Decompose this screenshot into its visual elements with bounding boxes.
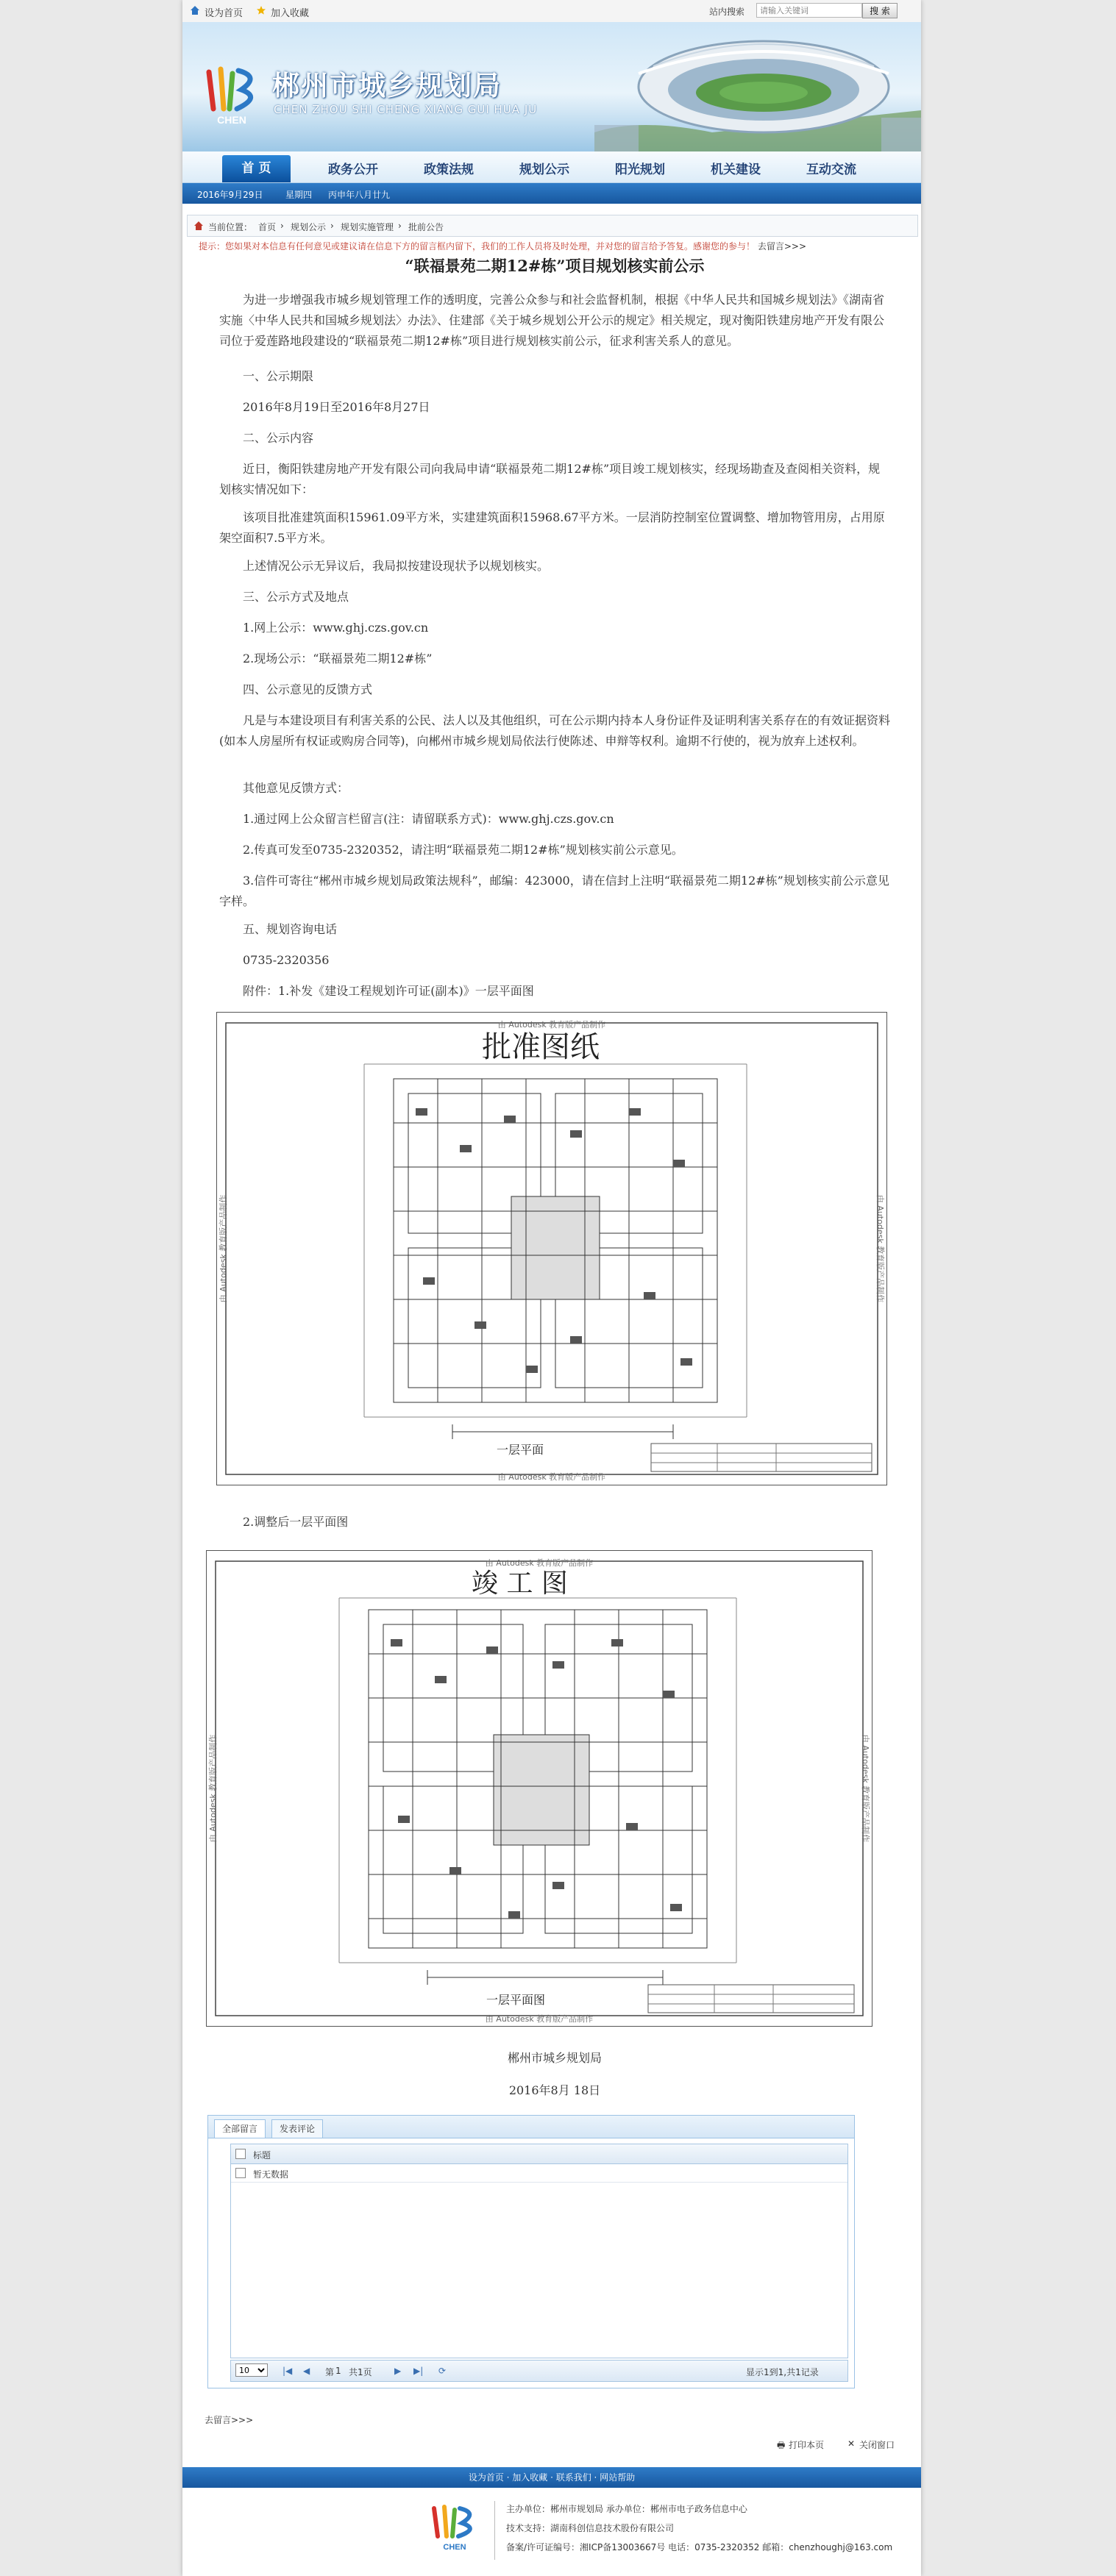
date-bar [182,183,921,204]
section-method-heading: 三、公示方式及地点 [243,590,349,604]
empty-row-text: 暂无数据 [253,2169,289,2180]
svg-text:由 Autodesk 教育版产品制作: 由 Autodesk 教育版产品制作 [485,2014,594,2024]
svg-text:由 Autodesk 教育版产品制作: 由 Autodesk 教育版产品制作 [485,1558,594,1568]
article-intro: 为进一步增强我市城乡规划管理工作的透明度，完善公众参与和社会监督机制，根据《中华人民共和国城乡规划法》《湖南省实施〈中华人民共和国城乡规划法〉办法》、住建部《关于城乡规划公开公示的规定》相关规定，现对衡阳铁建房地产开发有限公司位于爱莲路地段建设的“联福景苑二期12#栋”项目进行规划核实前公示，征求利害关系人的意见。 [219,293,885,348]
completed-floor-plan-image [206,1550,872,2027]
select-all-checkbox[interactable] [235,2149,246,2159]
svg-text:CHEN: CHEN [443,2543,466,2552]
row-checkbox[interactable] [235,2168,246,2178]
site-logo [199,63,265,129]
search-button[interactable]: 搜 索 [862,3,898,18]
section-period-heading: 一、公示期限 [243,369,314,383]
footer-record: 备案/许可证编号：湘ICP备13003667号 电话：0735-2320352 邮箱：chenzhoughj@163.com [506,2542,893,2552]
footer-logo [425,2502,484,2554]
footer-sponsor: 主办单位：郴州市规划局 承办单位：郴州市电子政务信息中心 [506,2504,747,2514]
svg-text:由 Autodesk 教育版产品制作: 由 Autodesk 教育版产品制作 [861,1734,870,1843]
refresh-icon[interactable]: ⟳ [438,2366,447,2376]
nav-item-org-building[interactable]: 机关建设 [711,163,761,177]
grid-pager [230,2360,848,2382]
footer-divider [494,2501,495,2560]
svg-text:由 Autodesk 教育版产品制作: 由 Autodesk 教育版产品制作 [208,1734,218,1843]
page-wrapper [182,0,921,2576]
svg-text:由 Autodesk 教育版产品制作: 由 Autodesk 教育版产品制作 [497,1020,606,1030]
online-notice: 1.网上公示：www.ghj.czs.gov.cn [243,621,429,635]
tab-post-comment[interactable]: 发表评论 [271,2119,323,2138]
tab-all-comments[interactable]: 全部留言 [214,2119,266,2138]
attachment-2-label: 2.调整后一层平面图 [243,1515,349,1529]
star-icon [256,5,266,15]
page-label: 第 [325,2367,335,2377]
section-content-heading: 二、公示内容 [243,431,314,445]
consult-phone: 0735-2320356 [243,953,330,967]
page-number[interactable]: 1 [335,2366,341,2376]
svg-text:由 Autodesk 教育版产品制作: 由 Autodesk 教育版产品制作 [218,1194,228,1303]
footer-tech-support: 技术支持：湖南科创信息技术股份有限公司 [506,2523,675,2533]
breadcrumb-label: 当前位置： [208,222,253,232]
main-navigation [182,151,921,183]
section-phone-heading: 五、规划咨询电话 [243,922,338,936]
content-paragraph-3: 上述情况公示无异议后，我局拟按建设现状予以规划核实。 [243,559,550,573]
breadcrumb-home[interactable]: 首页 [258,222,277,232]
svg-text:竣 工 图: 竣 工 图 [472,1569,568,1599]
nav-item-interaction[interactable]: 互动交流 [806,163,856,177]
logo-text: CHEN [217,114,246,126]
comments-tabs [208,2116,854,2138]
hint-text: 提示：您如果对本信息有任何意见或建议请在信息下方的留言框内留下，我们的工作人员将及时处理，并对您的留言给予答复。感谢您的参与！ [199,241,756,251]
page-total: 共1页 [349,2367,372,2377]
prev-page-button[interactable]: ◀ [303,2366,310,2376]
print-page-link[interactable]: 打印本页 [789,2440,825,2450]
notice-period: 2016年8月19日至2016年8月27日 [243,400,430,414]
next-page-button[interactable]: ▶ [394,2366,402,2376]
page-size-select[interactable] [235,2363,268,2377]
close-window-link[interactable]: 关闭窗口 [859,2440,895,2450]
footer-links[interactable]: 设为首页 · 加入收藏 · 联系我们 · 网站帮助 [182,2467,921,2488]
records-summary: 显示1到1,共1记录 [746,2367,819,2377]
go-comment-link[interactable]: 去留言>>> [757,241,807,251]
svg-text:由 Autodesk 教育版产品制作: 由 Autodesk 教育版产品制作 [875,1194,885,1303]
nav-item-sunshine-planning[interactable]: 阳光规划 [615,163,665,177]
current-date: 2016年9月29日 [197,190,263,200]
article-title: “联福景苑二期12#栋”项目规划核实前公示 [405,257,705,275]
issuer-signature: 郴州市城乡规划局 [507,2051,602,2065]
feedback-fax: 2.传真可发至0735-2320352，请注明“联福景苑二期12#栋”规划核实前公示意见。 [243,843,683,857]
content-paragraph-1: 近日，衡阳铁建房地产开发有限公司向我局申请“联福景苑二期12#栋”项目竣工规划核实，经现场勘查及查阅相关资料，规划核实情况如下： [219,462,881,496]
first-page-button[interactable]: |◀ [282,2366,293,2376]
comments-grid [230,2144,848,2358]
top-utility-bar [182,0,921,23]
svg-text:批准图纸: 批准图纸 [482,1030,600,1064]
feedback-letter: 3.信件可寄往“郴州市城乡规划局政策法规科”，邮编：423000，请在信封上注明“联福景苑二期12#栋”规划核实前公示意见字样。 [219,874,889,908]
set-home-link[interactable]: 设为首页 [205,8,244,19]
feedback-online: 1.通过网上公众留言栏留言(注：请留联系方式)：www.ghj.czs.gov.cn [243,812,614,826]
site-banner [182,22,921,151]
home-icon [190,5,200,15]
breadcrumb-pre-approval[interactable]: 批前公告 [408,222,444,232]
go-comment-bottom-link[interactable]: 去留言>>> [205,2415,254,2425]
home-icon [193,221,204,231]
close-icon: ✕ [847,2438,856,2449]
current-weekday: 星期四 [285,190,313,200]
breadcrumb: 当前位置： 首页 › 规划公示 › 规划实施管理 › 批前公告 [187,215,918,237]
svg-text:一层平面: 一层平面 [497,1443,544,1457]
nav-item-home[interactable]: 首 页 [222,155,291,182]
comments-panel [207,2115,855,2388]
comment-hint [199,240,806,252]
svg-text:由 Autodesk 教育版产品制作: 由 Autodesk 教育版产品制作 [497,1472,606,1482]
last-page-button[interactable]: ▶| [413,2366,424,2376]
approved-floor-plan-image [216,1012,887,1485]
lunar-date: 丙申年八月廿九 [328,190,391,200]
column-title: 标题 [253,2150,271,2161]
onsite-notice: 2.现场公示：“联福景苑二期12#栋” [243,652,433,666]
issue-date: 2016年8月 18日 [508,2083,601,2097]
search-input[interactable] [756,3,862,18]
print-icon: 🖶 [777,2440,786,2450]
nav-item-planning-notice[interactable]: 规划公示 [519,163,569,177]
feedback-methods-label: 其他意见反馈方式： [243,781,349,795]
section-feedback-heading: 四、公示意见的反馈方式 [243,682,373,696]
svg-text:一层平面图: 一层平面图 [486,1993,546,2007]
breadcrumb-implementation[interactable]: 规划实施管理 [341,222,394,232]
feedback-paragraph: 凡是与本建设项目有利害关系的公民、法人以及其他组织，可在公示期内持本人身份证件及证明利害关系存在的有效证据资料(如本人房屋所有权证或购房合同等)，向郴州市城乡规划局依法行使陈述、申辩等权利。逾期不行使的，视为放弃上述权利。 [219,713,891,748]
attachment-1-label: 附件：1.补发《建设工程规划许可证(副本)》一层平面图 [243,984,534,998]
footer [182,2488,921,2576]
nav-item-gov-affairs[interactable]: 政务公开 [328,163,378,177]
table-row [231,2164,847,2183]
breadcrumb-planning-notice[interactable]: 规划公示 [291,222,327,232]
nav-item-policies[interactable]: 政策法规 [424,163,474,177]
add-favorite-link[interactable]: 加入收藏 [271,8,310,19]
site-title: 郴州市城乡规划局 [272,70,502,101]
site-pinyin: CHEN ZHOU SHI CHENG XIANG GUI HUA JU [274,103,538,116]
comments-grid-header [231,2144,847,2164]
content-paragraph-2: 该项目批准建筑面积15961.09平方米，实建建筑面积15968.67平方米。一层消防控制室位置调整、增加物管用房，占用原架空面积7.5平方米。 [219,510,885,545]
search-label: 站内搜索 [709,7,745,17]
